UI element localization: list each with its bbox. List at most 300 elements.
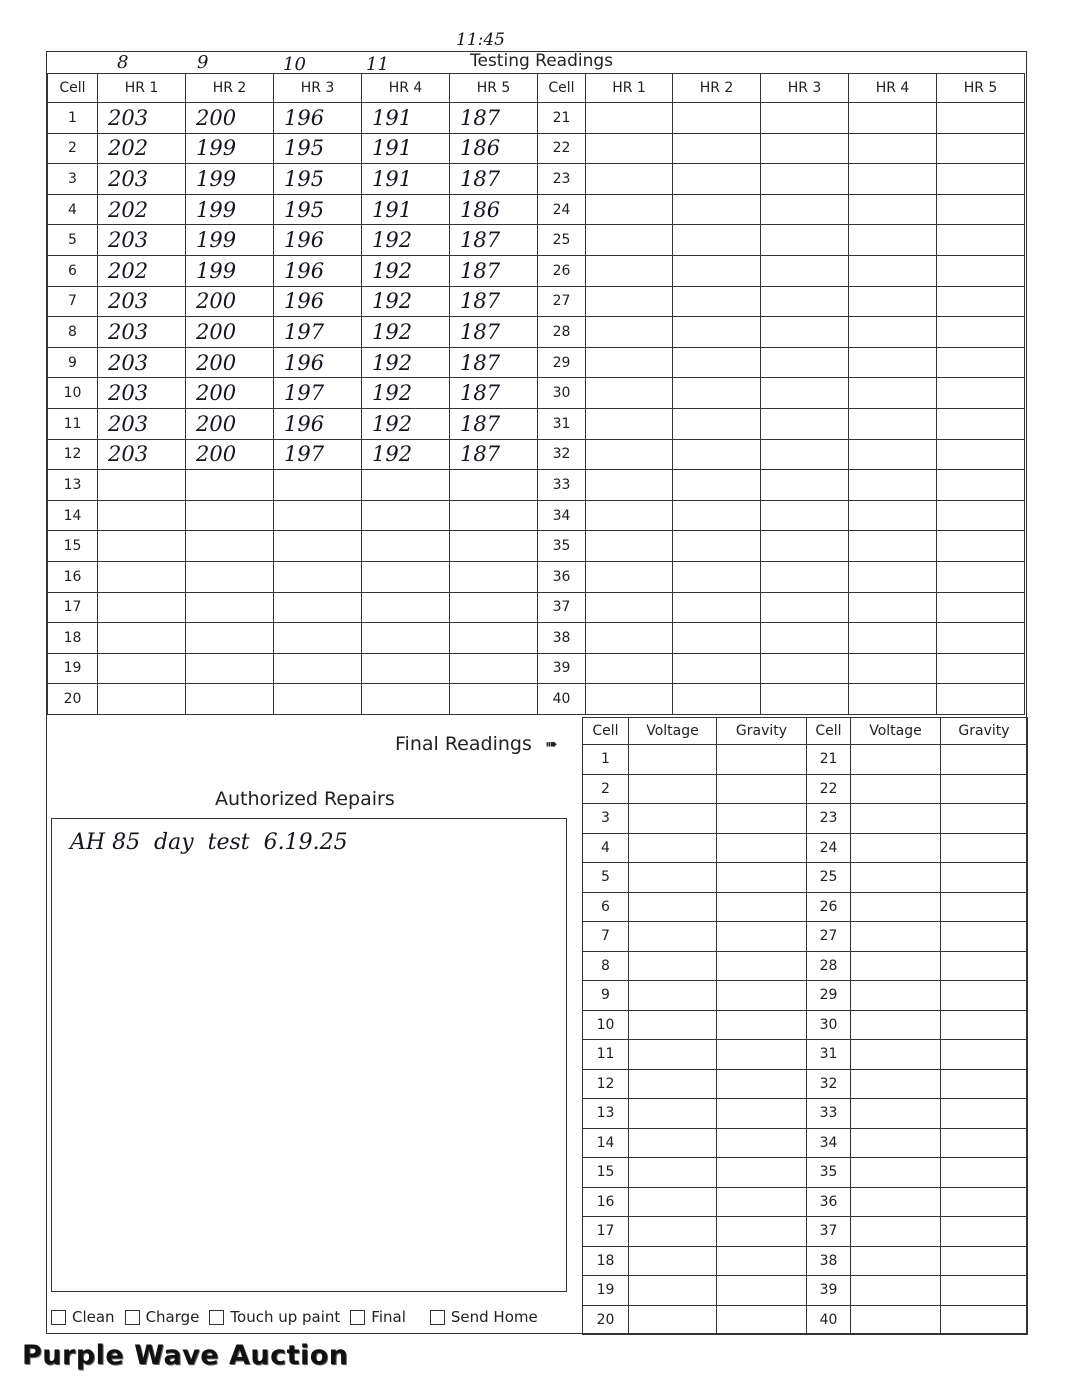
reading-cell[interactable]: 191	[362, 133, 450, 164]
voltage-cell[interactable]	[851, 1305, 941, 1335]
reading-cell[interactable]: 199	[186, 133, 274, 164]
voltage-cell[interactable]	[851, 1040, 941, 1070]
gravity-cell[interactable]	[717, 1187, 807, 1217]
reading-cell[interactable]	[586, 684, 673, 715]
reading-cell[interactable]: 192	[362, 408, 450, 439]
reading-cell[interactable]	[450, 531, 538, 562]
checkbox-box-icon[interactable]	[51, 1310, 66, 1325]
cell-number: 9	[583, 981, 629, 1011]
clean-checkbox[interactable]	[51, 1308, 115, 1326]
reading-cell[interactable]	[450, 561, 538, 592]
reading-cell[interactable]	[673, 500, 761, 531]
reading-cell[interactable]	[586, 653, 673, 684]
reading-cell[interactable]: 197	[274, 439, 362, 470]
voltage-cell[interactable]	[851, 1158, 941, 1188]
cell-number: 7	[48, 286, 98, 317]
voltage-cell[interactable]	[629, 1010, 717, 1040]
reading-cell[interactable]: 195	[274, 164, 362, 195]
reading-cell[interactable]: 186	[450, 133, 538, 164]
reading-cell[interactable]	[450, 684, 538, 715]
gravity-cell[interactable]	[717, 1010, 807, 1040]
reading-cell[interactable]	[761, 653, 849, 684]
reading-cell[interactable]: 192	[362, 347, 450, 378]
reading-cell[interactable]: 192	[362, 255, 450, 286]
reading-cell[interactable]	[937, 286, 1025, 317]
gravity-cell[interactable]	[717, 922, 807, 952]
reading-cell[interactable]	[937, 653, 1025, 684]
reading-cell[interactable]	[849, 470, 937, 501]
reading-cell[interactable]	[186, 561, 274, 592]
reading-cell[interactable]: 191	[362, 164, 450, 195]
voltage-cell[interactable]	[851, 863, 941, 893]
reading-cell[interactable]	[186, 531, 274, 562]
reading-cell[interactable]	[849, 103, 937, 134]
reading-cell[interactable]	[937, 439, 1025, 470]
reading-cell[interactable]	[586, 317, 673, 348]
reading-cell[interactable]	[849, 317, 937, 348]
gravity-cell[interactable]	[941, 745, 1028, 775]
authorized-repairs-title: Authorized Repairs	[215, 788, 395, 810]
reading-cell[interactable]	[186, 470, 274, 501]
reading-cell[interactable]: 196	[274, 347, 362, 378]
reading-cell[interactable]	[937, 164, 1025, 195]
voltage-cell[interactable]	[851, 1069, 941, 1099]
reading-cell[interactable]	[937, 408, 1025, 439]
gravity-cell[interactable]	[941, 1276, 1028, 1306]
reading-cell[interactable]	[362, 561, 450, 592]
reading-cell[interactable]	[450, 500, 538, 531]
status-checkboxes	[51, 1308, 548, 1326]
authorized-repairs-box[interactable]	[51, 818, 567, 1292]
checkbox-box-icon[interactable]	[430, 1310, 445, 1325]
reading-cell[interactable]	[673, 531, 761, 562]
voltage-cell[interactable]	[851, 804, 941, 834]
voltage-cell[interactable]	[629, 745, 717, 775]
reading-cell[interactable]	[761, 255, 849, 286]
reading-cell[interactable]	[586, 164, 673, 195]
cell-number: 11	[583, 1040, 629, 1070]
reading-cell[interactable]	[450, 470, 538, 501]
gravity-cell[interactable]	[941, 774, 1028, 804]
reading-cell[interactable]: 199	[186, 194, 274, 225]
gravity-cell[interactable]	[717, 951, 807, 981]
reading-cell[interactable]	[761, 561, 849, 592]
gravity-cell[interactable]	[941, 1040, 1028, 1070]
reading-cell[interactable]	[450, 592, 538, 623]
reading-cell[interactable]	[849, 225, 937, 256]
reading-cell[interactable]	[673, 470, 761, 501]
voltage-cell[interactable]	[629, 833, 717, 863]
reading-cell[interactable]	[673, 347, 761, 378]
reading-cell[interactable]: 200	[186, 378, 274, 409]
reading-cell[interactable]	[673, 164, 761, 195]
reading-cell[interactable]	[761, 470, 849, 501]
reading-cell[interactable]: 195	[274, 133, 362, 164]
reading-cell[interactable]	[937, 194, 1025, 225]
reading-cell[interactable]: 187	[450, 255, 538, 286]
reading-cell[interactable]	[274, 684, 362, 715]
reading-cell[interactable]: 200	[186, 439, 274, 470]
gravity-cell[interactable]	[941, 1187, 1028, 1217]
voltage-cell[interactable]	[851, 1187, 941, 1217]
checkbox-box-icon[interactable]	[125, 1310, 140, 1325]
voltage-cell[interactable]	[851, 833, 941, 863]
reading-cell[interactable]	[450, 623, 538, 654]
reading-cell[interactable]: 192	[362, 286, 450, 317]
reading-cell[interactable]: 199	[186, 164, 274, 195]
voltage-cell[interactable]	[629, 981, 717, 1011]
reading-cell[interactable]	[586, 378, 673, 409]
reading-cell[interactable]: 192	[362, 225, 450, 256]
reading-cell[interactable]	[761, 164, 849, 195]
send-home-checkbox[interactable]	[430, 1308, 538, 1326]
reading-cell[interactable]	[673, 133, 761, 164]
gravity-cell[interactable]	[717, 863, 807, 893]
reading-cell[interactable]	[673, 592, 761, 623]
reading-cell[interactable]: 197	[274, 317, 362, 348]
reading-cell[interactable]: 187	[450, 347, 538, 378]
reading-cell[interactable]	[586, 286, 673, 317]
gravity-cell[interactable]	[717, 1305, 807, 1335]
touch-up-paint-checkbox[interactable]	[209, 1308, 340, 1326]
reading-cell[interactable]	[274, 531, 362, 562]
reading-cell[interactable]	[761, 439, 849, 470]
reading-cell[interactable]: 187	[450, 286, 538, 317]
reading-cell[interactable]: 203	[98, 103, 186, 134]
gravity-cell[interactable]	[717, 892, 807, 922]
reading-cell[interactable]	[586, 133, 673, 164]
reading-cell[interactable]	[849, 653, 937, 684]
reading-cell[interactable]: 202	[98, 133, 186, 164]
reading-cell[interactable]	[274, 561, 362, 592]
reading-cell[interactable]	[673, 378, 761, 409]
gravity-cell[interactable]	[941, 1099, 1028, 1129]
reading-cell[interactable]	[586, 347, 673, 378]
reading-cell[interactable]: 203	[98, 164, 186, 195]
reading-cell[interactable]	[761, 225, 849, 256]
reading-cell[interactable]: 200	[186, 408, 274, 439]
reading-cell[interactable]	[849, 133, 937, 164]
reading-cell[interactable]	[849, 347, 937, 378]
reading-cell[interactable]	[761, 592, 849, 623]
reading-cell[interactable]	[849, 561, 937, 592]
reading-cell[interactable]	[761, 103, 849, 134]
gravity-cell[interactable]	[717, 833, 807, 863]
reading-cell[interactable]	[937, 561, 1025, 592]
gravity-cell[interactable]	[717, 1099, 807, 1129]
reading-cell[interactable]	[186, 623, 274, 654]
voltage-cell[interactable]	[851, 981, 941, 1011]
reading-cell[interactable]	[937, 623, 1025, 654]
reading-cell[interactable]	[761, 623, 849, 654]
table-row	[48, 255, 1025, 286]
reading-cell[interactable]	[937, 225, 1025, 256]
gravity-cell[interactable]	[717, 1276, 807, 1306]
reading-cell[interactable]: 200	[186, 286, 274, 317]
gravity-cell[interactable]	[717, 774, 807, 804]
reading-cell[interactable]	[586, 623, 673, 654]
voltage-cell[interactable]	[629, 1158, 717, 1188]
reading-cell[interactable]	[586, 225, 673, 256]
reading-cell[interactable]	[761, 317, 849, 348]
gravity-cell[interactable]	[941, 981, 1028, 1011]
reading-cell[interactable]: 187	[450, 317, 538, 348]
voltage-cell[interactable]	[851, 1099, 941, 1129]
reading-cell[interactable]	[761, 133, 849, 164]
reading-cell[interactable]	[362, 500, 450, 531]
reading-cell[interactable]	[586, 408, 673, 439]
reading-cell[interactable]	[98, 684, 186, 715]
gravity-cell[interactable]	[941, 922, 1028, 952]
voltage-cell[interactable]	[629, 892, 717, 922]
reading-cell[interactable]	[586, 500, 673, 531]
reading-cell[interactable]	[98, 561, 186, 592]
reading-cell[interactable]: 192	[362, 378, 450, 409]
reading-cell[interactable]	[673, 225, 761, 256]
reading-cell[interactable]	[849, 194, 937, 225]
reading-cell[interactable]	[586, 592, 673, 623]
reading-cell[interactable]	[937, 684, 1025, 715]
reading-cell[interactable]: 199	[186, 255, 274, 286]
reading-cell[interactable]	[849, 378, 937, 409]
gravity-cell[interactable]	[717, 745, 807, 775]
reading-cell[interactable]: 203	[98, 286, 186, 317]
reading-cell[interactable]	[586, 561, 673, 592]
reading-cell[interactable]	[586, 470, 673, 501]
voltage-cell[interactable]	[629, 1099, 717, 1129]
reading-cell[interactable]	[362, 592, 450, 623]
reading-cell[interactable]: 196	[274, 286, 362, 317]
gravity-cell[interactable]	[941, 951, 1028, 981]
gravity-cell[interactable]	[941, 1305, 1028, 1335]
gravity-cell[interactable]	[941, 1010, 1028, 1040]
reading-cell[interactable]	[98, 531, 186, 562]
checkbox-box-icon[interactable]	[350, 1310, 365, 1325]
final-checkbox[interactable]	[350, 1308, 406, 1326]
voltage-cell[interactable]	[851, 774, 941, 804]
reading-cell[interactable]: 202	[98, 255, 186, 286]
voltage-cell[interactable]	[851, 922, 941, 952]
reading-cell[interactable]	[673, 286, 761, 317]
reading-cell[interactable]	[849, 592, 937, 623]
voltage-cell[interactable]	[851, 1276, 941, 1306]
reading-cell[interactable]	[761, 500, 849, 531]
reading-cell[interactable]: 200	[186, 317, 274, 348]
reading-cell[interactable]	[937, 470, 1025, 501]
voltage-cell[interactable]	[629, 1276, 717, 1306]
reading-cell[interactable]	[673, 561, 761, 592]
reading-cell[interactable]: 203	[98, 317, 186, 348]
voltage-cell[interactable]	[851, 892, 941, 922]
reading-cell[interactable]: 203	[98, 378, 186, 409]
reading-cell[interactable]	[849, 684, 937, 715]
reading-cell[interactable]	[673, 408, 761, 439]
reading-cell[interactable]	[849, 531, 937, 562]
reading-cell[interactable]	[761, 531, 849, 562]
reading-cell[interactable]: 196	[274, 255, 362, 286]
reading-cell[interactable]: 203	[98, 347, 186, 378]
reading-cell[interactable]	[362, 653, 450, 684]
gravity-cell[interactable]	[717, 1040, 807, 1070]
reading-cell[interactable]: 196	[274, 103, 362, 134]
voltage-cell[interactable]	[629, 1128, 717, 1158]
reading-cell[interactable]	[586, 439, 673, 470]
reading-cell[interactable]: 203	[98, 225, 186, 256]
reading-cell[interactable]	[673, 103, 761, 134]
reading-cell[interactable]	[761, 286, 849, 317]
reading-cell[interactable]	[849, 500, 937, 531]
reading-cell[interactable]	[849, 623, 937, 654]
reading-cell[interactable]: 200	[186, 347, 274, 378]
gravity-cell[interactable]	[717, 1158, 807, 1188]
reading-cell[interactable]	[673, 439, 761, 470]
reading-cell[interactable]	[761, 684, 849, 715]
reading-cell[interactable]: 202	[98, 194, 186, 225]
reading-cell[interactable]: 203	[98, 408, 186, 439]
voltage-cell[interactable]	[851, 1010, 941, 1040]
reading-cell[interactable]	[186, 684, 274, 715]
gravity-cell[interactable]	[941, 863, 1028, 893]
reading-cell[interactable]: 191	[362, 103, 450, 134]
reading-cell[interactable]	[586, 255, 673, 286]
reading-cell[interactable]	[274, 592, 362, 623]
column-header: Voltage	[851, 718, 941, 745]
gravity-cell[interactable]	[717, 804, 807, 834]
gravity-cell[interactable]	[717, 1069, 807, 1099]
reading-cell[interactable]	[849, 255, 937, 286]
reading-cell[interactable]	[673, 623, 761, 654]
reading-cell[interactable]	[586, 531, 673, 562]
reading-cell[interactable]	[98, 623, 186, 654]
reading-cell[interactable]: 199	[186, 225, 274, 256]
voltage-cell[interactable]	[851, 1246, 941, 1276]
gravity-cell[interactable]	[717, 1246, 807, 1276]
reading-cell[interactable]	[937, 531, 1025, 562]
voltage-cell[interactable]	[629, 774, 717, 804]
reading-cell[interactable]	[673, 653, 761, 684]
reading-cell[interactable]	[186, 500, 274, 531]
reading-cell[interactable]	[673, 684, 761, 715]
reading-cell[interactable]: 191	[362, 194, 450, 225]
reading-cell[interactable]: 196	[274, 408, 362, 439]
voltage-cell[interactable]	[629, 1246, 717, 1276]
reading-cell[interactable]	[937, 103, 1025, 134]
reading-cell[interactable]	[450, 653, 538, 684]
reading-cell[interactable]	[186, 592, 274, 623]
reading-cell[interactable]	[937, 317, 1025, 348]
reading-cell[interactable]: 187	[450, 164, 538, 195]
reading-cell[interactable]	[937, 592, 1025, 623]
reading-cell[interactable]	[673, 255, 761, 286]
reading-cell[interactable]	[98, 470, 186, 501]
reading-cell[interactable]	[937, 133, 1025, 164]
reading-cell[interactable]	[849, 439, 937, 470]
gravity-cell[interactable]	[941, 804, 1028, 834]
gravity-cell[interactable]	[941, 1158, 1028, 1188]
reading-cell[interactable]	[186, 653, 274, 684]
reading-cell[interactable]	[362, 531, 450, 562]
reading-cell[interactable]: 187	[450, 439, 538, 470]
checkbox-box-icon[interactable]	[209, 1310, 224, 1325]
gravity-cell[interactable]	[941, 833, 1028, 863]
gravity-cell[interactable]	[941, 1069, 1028, 1099]
reading-cell[interactable]: 203	[98, 439, 186, 470]
reading-cell[interactable]: 187	[450, 378, 538, 409]
reading-cell[interactable]: 187	[450, 408, 538, 439]
voltage-cell[interactable]	[851, 1128, 941, 1158]
voltage-cell[interactable]	[629, 1187, 717, 1217]
reading-cell[interactable]	[274, 470, 362, 501]
gravity-cell[interactable]	[717, 981, 807, 1011]
reading-cell[interactable]	[937, 255, 1025, 286]
reading-cell[interactable]	[98, 592, 186, 623]
reading-cell[interactable]: 192	[362, 317, 450, 348]
voltage-cell[interactable]	[629, 804, 717, 834]
voltage-cell[interactable]	[629, 951, 717, 981]
voltage-cell[interactable]	[851, 745, 941, 775]
reading-cell[interactable]	[362, 684, 450, 715]
reading-cell[interactable]	[849, 164, 937, 195]
table-row	[48, 194, 1025, 225]
voltage-cell[interactable]	[629, 1069, 717, 1099]
reading-cell[interactable]	[274, 500, 362, 531]
voltage-cell[interactable]	[851, 951, 941, 981]
reading-cell[interactable]	[98, 500, 186, 531]
gravity-cell[interactable]	[941, 1246, 1028, 1276]
voltage-cell[interactable]	[629, 922, 717, 952]
reading-cell[interactable]	[761, 378, 849, 409]
reading-cell[interactable]	[849, 408, 937, 439]
reading-cell[interactable]	[586, 194, 673, 225]
reading-cell[interactable]	[937, 347, 1025, 378]
reading-cell[interactable]: 195	[274, 194, 362, 225]
gravity-cell[interactable]	[941, 1217, 1028, 1247]
voltage-cell[interactable]	[851, 1217, 941, 1247]
voltage-cell[interactable]	[629, 1305, 717, 1335]
reading-cell[interactable]	[362, 470, 450, 501]
reading-cell[interactable]: 186	[450, 194, 538, 225]
reading-cell[interactable]: 197	[274, 378, 362, 409]
reading-cell[interactable]	[937, 378, 1025, 409]
reading-cell[interactable]	[761, 408, 849, 439]
gravity-cell[interactable]	[717, 1128, 807, 1158]
reading-cell[interactable]: 187	[450, 225, 538, 256]
voltage-cell[interactable]	[629, 1217, 717, 1247]
reading-cell[interactable]	[761, 194, 849, 225]
reading-cell[interactable]	[586, 103, 673, 134]
gravity-cell[interactable]	[941, 1128, 1028, 1158]
gravity-cell[interactable]	[717, 1217, 807, 1247]
gravity-cell[interactable]	[941, 892, 1028, 922]
reading-cell[interactable]	[673, 317, 761, 348]
charge-checkbox[interactable]	[125, 1308, 200, 1326]
reading-cell[interactable]	[937, 500, 1025, 531]
reading-cell[interactable]	[274, 653, 362, 684]
column-header: HR 4	[362, 74, 450, 103]
reading-cell[interactable]: 187	[450, 103, 538, 134]
reading-cell[interactable]	[98, 653, 186, 684]
reading-cell[interactable]: 196	[274, 225, 362, 256]
reading-cell[interactable]: 200	[186, 103, 274, 134]
voltage-cell[interactable]	[629, 863, 717, 893]
reading-cell[interactable]	[274, 623, 362, 654]
voltage-cell[interactable]	[629, 1040, 717, 1070]
reading-cell[interactable]: 192	[362, 439, 450, 470]
reading-cell[interactable]	[362, 623, 450, 654]
reading-cell[interactable]	[673, 194, 761, 225]
reading-cell[interactable]	[761, 347, 849, 378]
reading-cell[interactable]	[849, 286, 937, 317]
